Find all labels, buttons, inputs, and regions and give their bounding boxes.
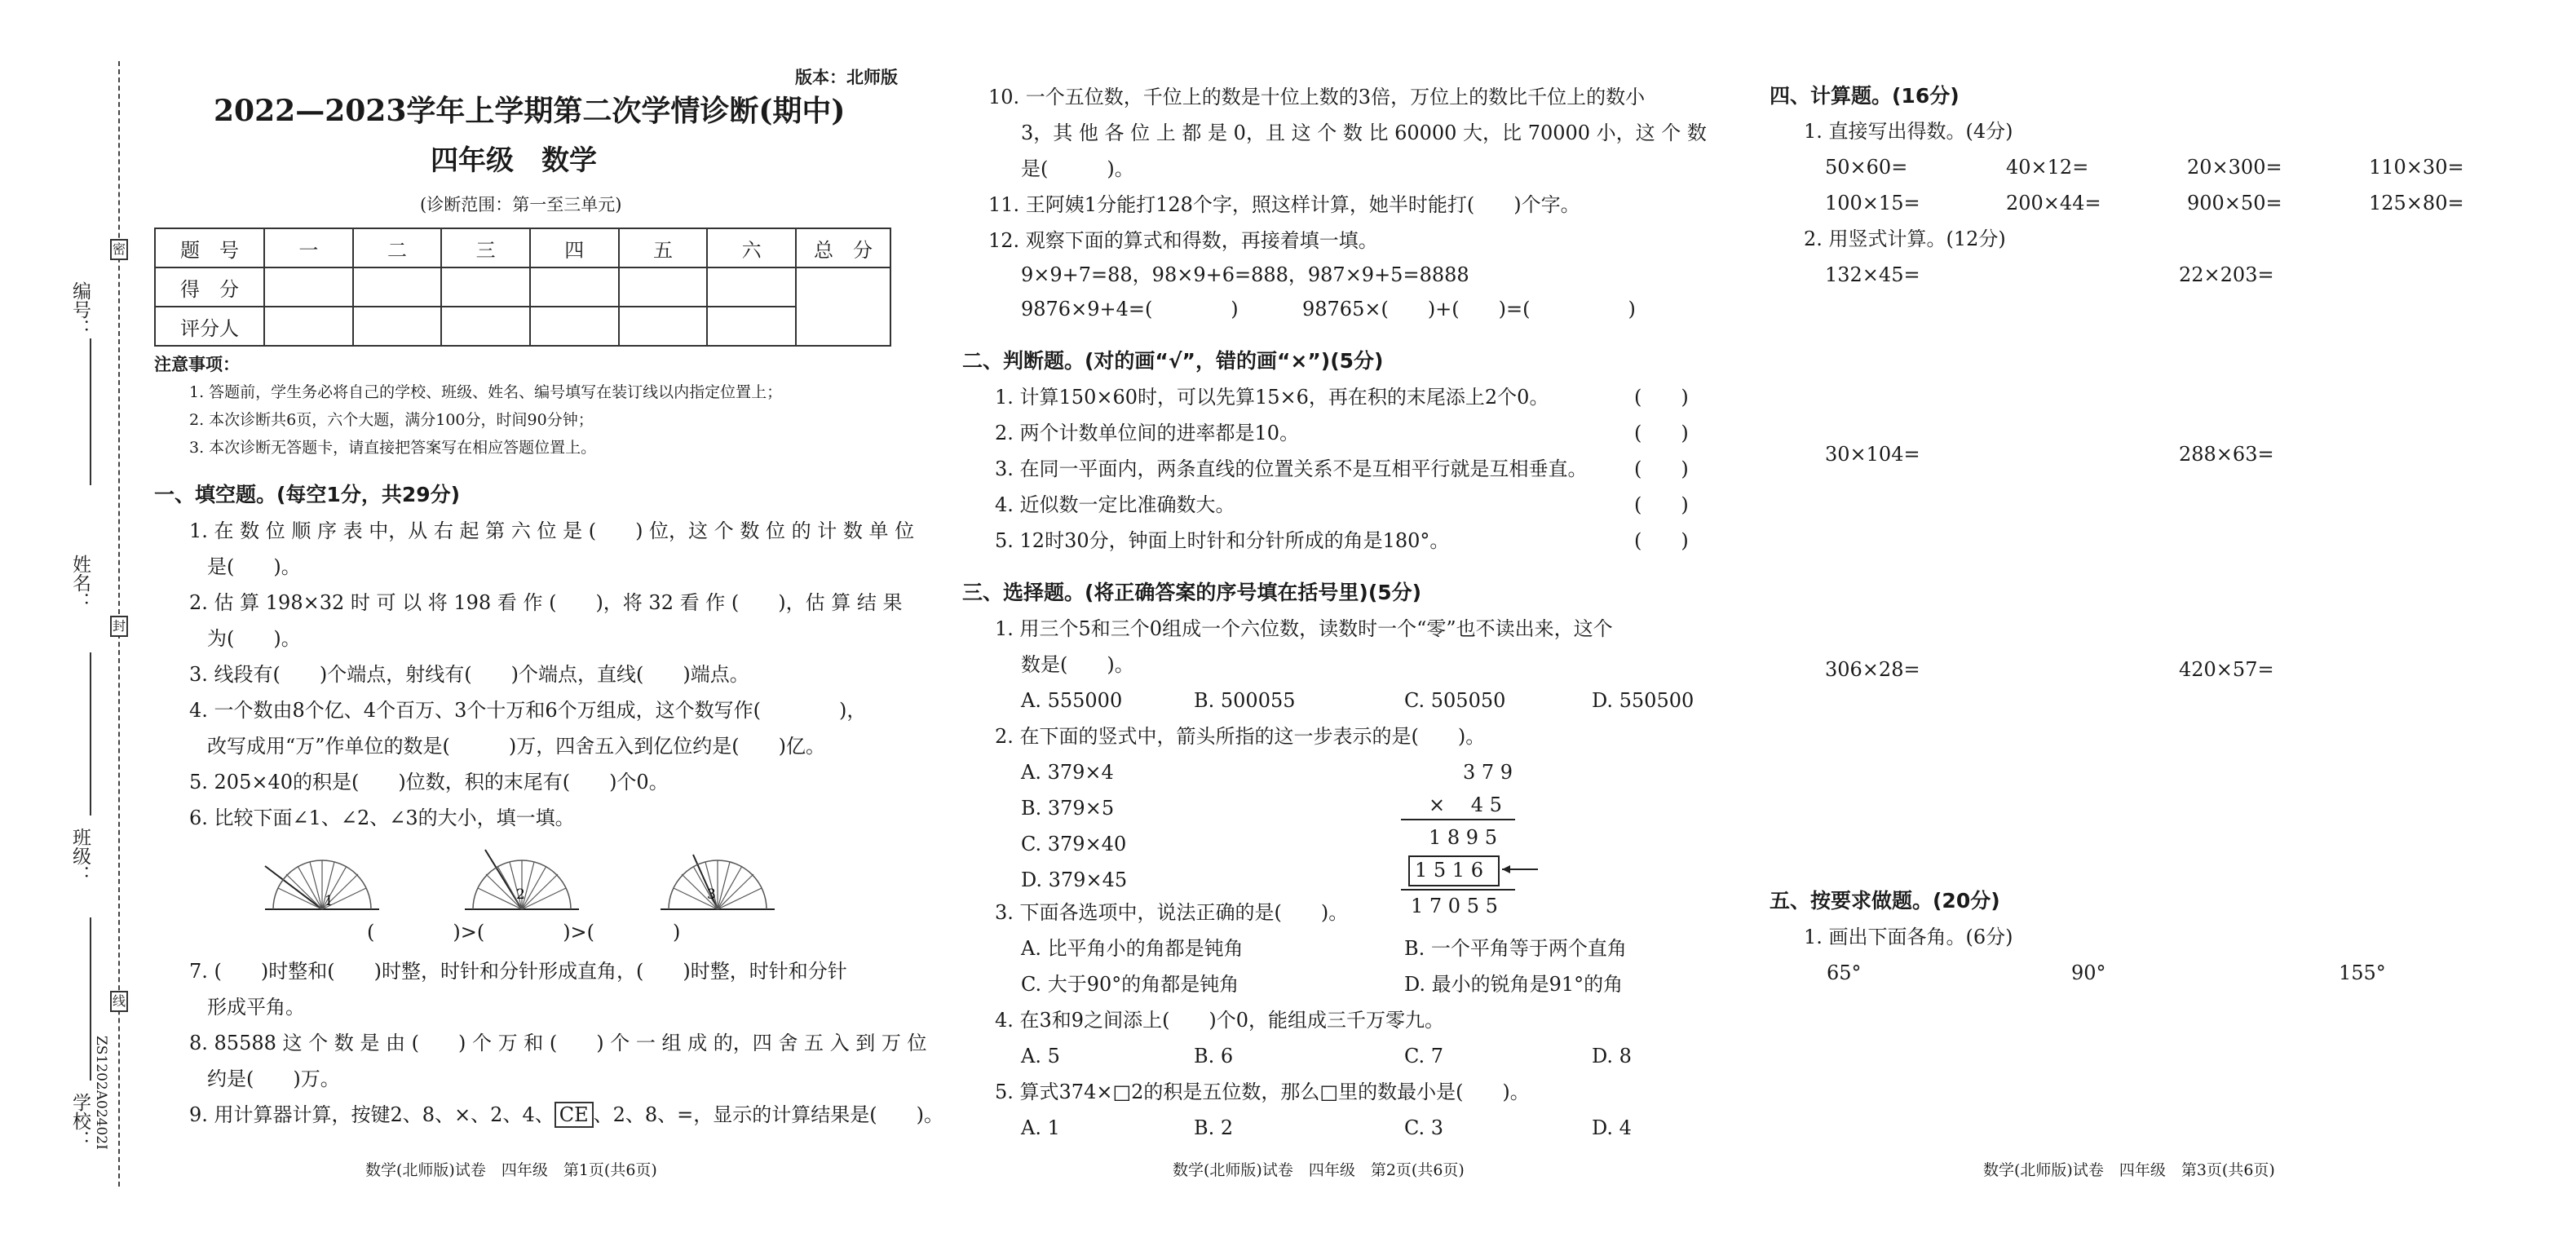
score-header: 一	[264, 228, 353, 267]
angle-to-draw: 155°	[2339, 961, 2386, 984]
question-text: 7. ( )时整和( )时整，时针和分针形成直角，( )时整，时针和分针	[189, 960, 847, 983]
ce-key: CE	[555, 1102, 594, 1128]
direct-calc: 50×60=	[1825, 156, 1908, 179]
vertical-calc: 288×63=	[2179, 443, 2274, 466]
judge-blank[interactable]: ( )	[1634, 386, 1689, 409]
direct-calc: 900×50=	[2187, 192, 2282, 214]
choice-option[interactable]: C. 379×40	[1021, 833, 1127, 855]
judge-item: 2. 两个计数单位间的进率都是10。	[995, 422, 1300, 444]
direct-calc: 40×12=	[2006, 156, 2089, 179]
score-cell[interactable]	[619, 267, 708, 307]
choice-option[interactable]: D. 8	[1592, 1045, 1632, 1067]
vertical-calc: 22×203=	[2179, 263, 2274, 286]
vertical-calc: 420×57=	[2179, 658, 2274, 681]
vert-row: × 4 5	[1429, 793, 1502, 816]
question-text: 5. 算式374×□2的积是五位数，那么□里的数最小是( )。	[995, 1081, 1530, 1103]
arrow-icon	[1499, 863, 1540, 876]
angle-figure-2	[461, 848, 583, 913]
page-footer: 数学(北师版)试卷 四年级 第1页(共6页)	[365, 1161, 657, 1179]
question-text: 6. 比较下面∠1、∠2、∠3的大小，填一填。	[189, 807, 575, 829]
choice-option[interactable]: B. 6	[1194, 1045, 1234, 1067]
judge-item: 1. 计算150×60时，可以先算15×6，再在积的末尾添上2个0。	[995, 386, 1549, 409]
angle-label: 2	[516, 886, 525, 903]
score-cell[interactable]	[353, 267, 442, 307]
judge-blank[interactable]: ( )	[1634, 457, 1689, 480]
score-header: 二	[353, 228, 442, 267]
pattern-line: 9×9+7=88，98×9+6=888，987×9+5=8888	[1021, 263, 1469, 286]
note-item: 2. 本次诊断共6页，六个大题，满分100分，时间90分钟；	[189, 411, 594, 429]
direct-calc: 20×300=	[2187, 156, 2282, 179]
question-text: 1. 画出下面各角。(6分)	[1804, 926, 2013, 948]
question-text: 是( )。	[1021, 157, 1134, 180]
class-label: 班级：	[69, 828, 91, 884]
judge-blank[interactable]: ( )	[1634, 422, 1689, 444]
choice-option[interactable]: A. 379×4	[1021, 761, 1114, 784]
score-cell[interactable]	[707, 267, 796, 307]
section-1-title: 一、填空题。(每空1分，共29分)	[154, 483, 461, 506]
vert-row: 3 7 9	[1463, 761, 1513, 784]
serial-code: ZS1202A02402I	[93, 1036, 109, 1150]
grader-cell[interactable]	[353, 307, 442, 346]
choice-option[interactable]: A. 比平角小的角都是钝角	[1021, 937, 1244, 960]
angle-figure-1	[261, 848, 383, 913]
choice-option[interactable]: C. 3	[1404, 1116, 1444, 1139]
angle-to-draw: 65°	[1827, 961, 1862, 984]
choice-option[interactable]: A. 1	[1021, 1116, 1060, 1139]
seal-mark: 封	[110, 616, 128, 637]
page-footer: 数学(北师版)试卷 四年级 第2页(共6页)	[1173, 1161, 1465, 1179]
number-label: 编号：	[69, 281, 91, 338]
grader-cell[interactable]	[530, 307, 619, 346]
question-text: 5. 205×40的积是( )位数，积的末尾有( )个0。	[189, 771, 669, 793]
direct-calc: 110×30=	[2369, 156, 2464, 179]
angle-label: 3	[707, 886, 716, 903]
question-text: 1. 在 数 位 顺 序 表 中，从 右 起 第 六 位 是 ( ) 位，这 个 数 位 的 计 数 单 位	[189, 519, 915, 542]
question-text	[189, 1103, 943, 1127]
school-label: 学校：	[69, 1093, 91, 1149]
exam-scope: (诊断范围：第一至三单元)	[420, 195, 622, 214]
question-text: 1. 直接写出得数。(4分)	[1804, 120, 2013, 143]
seal-mark: 密	[110, 239, 128, 260]
choice-option[interactable]: A. 555000	[1021, 689, 1123, 712]
score-cell[interactable]	[530, 267, 619, 307]
name-label: 姓名：	[69, 555, 91, 611]
question-text: 1. 用三个5和三个0组成一个六位数，读数时一个“零”也不读出来，这个	[995, 617, 1613, 640]
judge-item: 3. 在同一平面内，两条直线的位置关系不是互相平行就是互相垂直。	[995, 457, 1588, 480]
choice-option[interactable]: B. 2	[1194, 1116, 1234, 1139]
choice-option[interactable]: D. 550500	[1592, 689, 1695, 712]
choice-option[interactable]: C. 505050	[1404, 689, 1506, 712]
choice-option[interactable]: B. 500055	[1194, 689, 1296, 712]
judge-blank[interactable]: ( )	[1634, 529, 1689, 552]
question-text: 为( )。	[207, 627, 301, 650]
question-text: 改写成用“万”作单位的数是( )万，四舍五入到亿位约是( )亿。	[207, 735, 825, 758]
score-row-label: 得 分	[155, 267, 264, 307]
question-text: 3. 线段有( )个端点，射线有( )个端点，直线( )端点。	[189, 663, 749, 686]
angle-label: 1	[325, 893, 334, 909]
q9-prefix: 9. 用计算器计算，按键2、8、×、2、4、	[189, 1103, 555, 1126]
vertical-calc: 306×28=	[1825, 658, 1920, 681]
seal-mark: 线	[110, 991, 128, 1012]
section-4-title: 四、计算题。(16分)	[1770, 84, 1960, 108]
direct-calc: 100×15=	[1825, 192, 1920, 214]
question-text: 2. 在下面的竖式中，箭头所指的这一步表示的是( )。	[995, 725, 1486, 748]
grader-cell[interactable]	[707, 307, 796, 346]
score-header: 五	[619, 228, 708, 267]
total-score-cell[interactable]	[796, 267, 890, 346]
judge-item: 5. 12时30分，钟面上时针和分针所成的角是180°。	[995, 529, 1450, 552]
score-cell[interactable]	[441, 267, 530, 307]
score-cell[interactable]	[264, 267, 353, 307]
choice-option[interactable]: C. 大于90°的角都是钝角	[1021, 973, 1239, 996]
question-text: 11. 王阿姨1分能打128个字，照这样计算，她半时能打( )个字。	[988, 193, 1580, 216]
grader-cell[interactable]	[619, 307, 708, 346]
angle-figure-3	[656, 848, 779, 913]
direct-calc: 200×44=	[2006, 192, 2101, 214]
angle-to-draw: 90°	[2071, 961, 2106, 984]
question-text: 12. 观察下面的算式和得数，再接着填一填。	[988, 229, 1378, 252]
exam-title: 2022—2023学年上学期第二次学情诊断(期中)	[214, 94, 846, 128]
version-label: 版本：北师版	[795, 68, 898, 87]
question-text: 2. 估 算 198×32 时 可 以 将 198 看 作 ( )，将 32 看 作 ( )，估 算 结 果	[189, 591, 903, 614]
choice-option[interactable]: D. 4	[1592, 1116, 1632, 1139]
notes-title: 注意事项：	[154, 355, 240, 374]
section-3-title: 三、选择题。(将正确答案的序号填在括号里)(5分)	[962, 581, 1422, 604]
question-text: 约是( )万。	[207, 1067, 340, 1090]
choice-option[interactable]: D. 379×45	[1021, 869, 1128, 891]
question-text: 是( )。	[207, 555, 301, 578]
comparison-blanks[interactable]: ( )>( )>( )	[367, 921, 681, 944]
section-2-title: 二、判断题。(对的画“√”，错的画“×”)(5分)	[962, 349, 1384, 373]
score-header: 三	[441, 228, 530, 267]
score-header: 总 分	[796, 228, 890, 267]
question-text: 数是( )。	[1021, 653, 1134, 676]
vertical-calc: 132×45=	[1825, 263, 1920, 286]
choice-option[interactable]: A. 5	[1021, 1045, 1060, 1067]
direct-calc: 125×80=	[2369, 192, 2464, 214]
score-header: 六	[707, 228, 796, 267]
vert-row-highlighted: 1 5 1 6	[1415, 859, 1483, 882]
score-header: 题 号	[155, 228, 264, 267]
judge-item: 4. 近似数一定比准确数大。	[995, 493, 1235, 516]
vert-row: 1 8 9 5	[1429, 826, 1497, 849]
note-item: 3. 本次诊断无答题卡，请直接把答案写在相应答题位置上。	[189, 439, 597, 457]
q9-suffix: 、2、8、=，显示的计算结果是( )。	[593, 1103, 943, 1126]
question-text: 3，其 他 各 位 上 都 是 0，且 这 个 数 比 60000 大，比 70000 小，这 个 数	[1021, 122, 1707, 144]
exam-subtitle: 四年级 数学	[431, 144, 597, 177]
choice-option[interactable]: D. 最小的锐角是91°的角	[1404, 973, 1624, 996]
score-table	[154, 228, 891, 347]
question-text: 10. 一个五位数，千位上的数是十位上数的3倍，万位上的数比千位上的数小	[988, 86, 1646, 108]
pattern-blank[interactable]: 9876×9+4=( )	[1021, 298, 1239, 320]
question-text: 2. 用竖式计算。(12分)	[1804, 228, 2006, 250]
choice-option[interactable]: B. 一个平角等于两个直角	[1404, 937, 1627, 960]
grader-cell[interactable]	[264, 307, 353, 346]
vert-row: 1 7 0 5 5	[1411, 895, 1498, 917]
grader-cell[interactable]	[441, 307, 530, 346]
question-text: 4. 一个数由8个亿、4个百万、3个十万和6个万组成，这个数写作( )，	[189, 699, 867, 722]
note-item: 1. 答题前，学生务必将自己的学校、班级、姓名、编号填写在装订线以内指定位置上；	[189, 383, 783, 401]
page-footer: 数学(北师版)试卷 四年级 第3页(共6页)	[1983, 1161, 2275, 1179]
question-text: 8. 85588 这 个 数 是 由 ( ) 个 万 和 ( ) 个 一 组 成 的，四 舍 五 入 到 万 位	[189, 1032, 927, 1054]
vertical-calc: 30×104=	[1825, 443, 1920, 466]
score-row-label: 评分人	[155, 307, 264, 346]
question-text: 3. 下面各选项中，说法正确的是( )。	[995, 901, 1349, 924]
question-text: 形成平角。	[207, 996, 305, 1019]
pattern-blank[interactable]: 98765×( )+( )=( )	[1302, 298, 1636, 320]
section-5-title: 五、按要求做题。(20分)	[1770, 889, 2000, 913]
score-header: 四	[530, 228, 619, 267]
choice-option[interactable]: B. 379×5	[1021, 797, 1115, 820]
question-text: 4. 在3和9之间添上( )个0，能组成三千万零九。	[995, 1009, 1445, 1032]
judge-blank[interactable]: ( )	[1634, 493, 1689, 516]
choice-option[interactable]: C. 7	[1404, 1045, 1444, 1067]
